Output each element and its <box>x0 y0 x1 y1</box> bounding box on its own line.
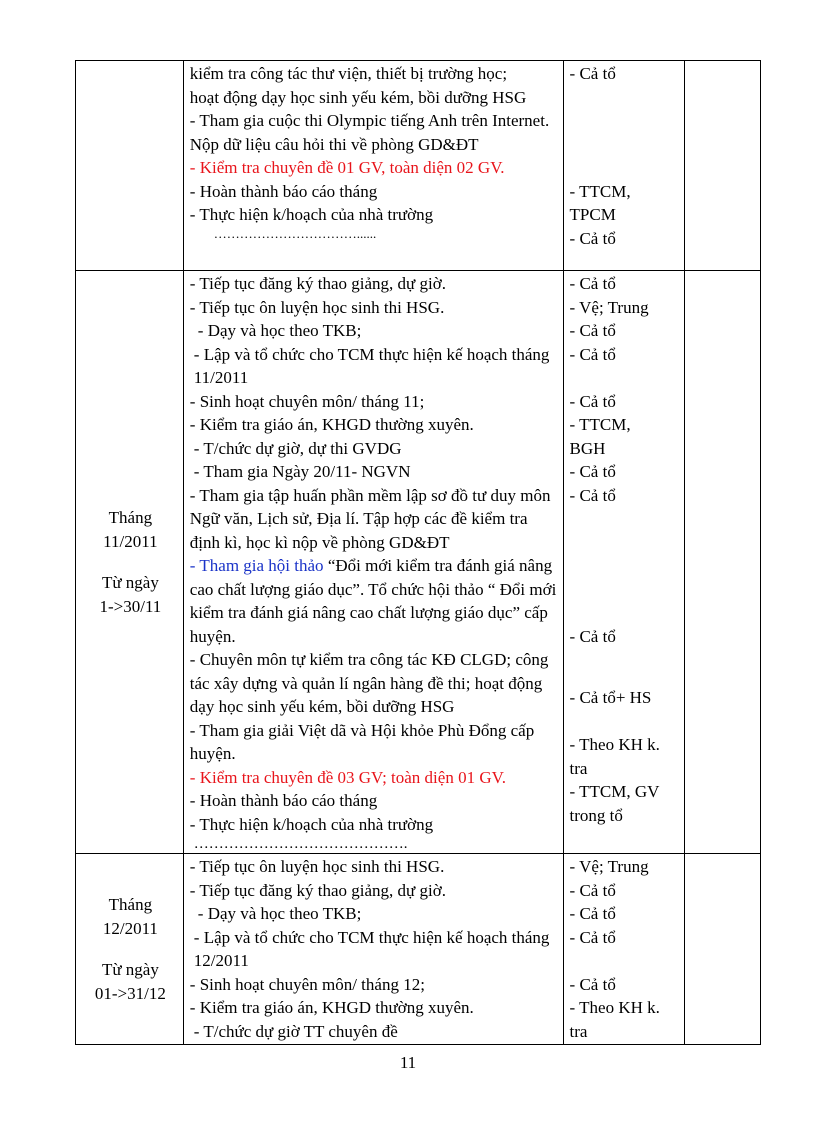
responsible-line: - Cả tổ <box>569 626 616 646</box>
task-line: - T/chức dự giờ, dự thi GVDG <box>193 438 402 458</box>
date-range: 01->31/12 <box>94 983 166 1003</box>
date-range: 1->30/11 <box>99 596 162 616</box>
task-line: - Lập và tổ chức cho TCM thực hiện kế hoạch tháng 11/2011 <box>193 344 550 387</box>
responsible-line: - Cả tổ <box>569 274 616 293</box>
range-heading: Từ ngày <box>101 960 159 979</box>
task-line-seminar <box>190 554 559 648</box>
month-cell <box>76 61 184 271</box>
table-row <box>76 271 761 854</box>
task-line: - Thực hiện k/hoạch của nhà trường <box>189 205 434 224</box>
task-line: - Tiếp tục ôn luyện học sinh thi HSG. <box>189 857 445 876</box>
responsible-line: - Theo KH k. <box>569 735 660 754</box>
seminar-text: “Đổi mới kiểm tra đánh giá nâng cao chất lượng giáo dục”. Tổ chức hội thảo “ Đổi mới kiểm tra đánh giá nâng cao chất lượng giáo dục” cấp huyện. <box>189 556 557 646</box>
task-line: - Chuyên môn tự kiểm tra công tác KĐ CLGD; công tác xây dựng và quản lí ngân hàng đề thi; hoạt động dạy học sinh yếu kém, bồi dưỡng HSG <box>189 650 549 716</box>
tasks-cell <box>183 854 563 1045</box>
responsible-line: TPCM <box>569 205 616 224</box>
task-line: - Tham gia Ngày 20/11- NGVN <box>193 462 411 481</box>
responsible-cell <box>563 61 685 271</box>
task-line: - Thực hiện k/hoạch của nhà trường <box>189 814 434 834</box>
range-heading: Từ ngày <box>101 573 159 592</box>
task-dots: ……………………………………. <box>193 836 408 852</box>
responsible-line: - Cả tổ <box>569 391 616 411</box>
task-line: - Kiểm tra giáo án, KHGD thường xuyên. <box>189 998 474 1017</box>
task-line: - Dạy và học theo TKB; <box>197 321 362 340</box>
task-line: - Lập và tổ chức cho TCM thực hiện kế hoạch tháng 12/2011 <box>193 927 550 970</box>
responsible-line: - Vệ; Trung <box>569 857 649 876</box>
responsible-line: - Cả tổ+ HS <box>569 687 652 707</box>
table-row <box>76 854 761 1045</box>
task-line: - Tham gia cuộc thi Olympic tiếng Anh trên Internet. Nộp dữ liệu câu hỏi thi về phòng GD&ĐT <box>189 111 550 154</box>
task-line: - Tiếp tục đăng ký thao giảng, dự giờ. <box>189 880 446 900</box>
responsible-line: - Cả tổ <box>569 64 616 83</box>
task-line: - Tiếp tục đăng ký thao giảng, dự giờ. <box>189 274 446 293</box>
tasks-cell <box>183 61 563 271</box>
responsible-line: - TTCM, <box>569 415 631 434</box>
responsible-cell <box>563 854 685 1045</box>
notes-cell <box>685 854 761 1045</box>
responsible-line: - Cả tổ <box>569 321 616 340</box>
task-line-highlight: - Kiểm tra chuyên đề 03 GV; toàn diện 01 GV. <box>189 767 506 787</box>
task-line: - Tham gia giải Việt dã và Hội khỏe Phù Đổng cấp huyện. <box>189 720 535 763</box>
page-number: 11 <box>399 1053 417 1072</box>
responsible-line: - Cả tổ <box>569 974 616 994</box>
responsible-line: - TTCM, <box>569 181 631 201</box>
month-label: Tháng 11/2011 <box>103 508 158 551</box>
task-line: kiểm tra công tác thư viện, thiết bị trường học; <box>189 64 508 83</box>
tasks-cell <box>183 271 563 854</box>
task-line: - Sinh hoạt chuyên môn/ tháng 11; <box>189 391 425 411</box>
task-line: - Hoàn thành báo cáo tháng <box>189 791 378 810</box>
responsible-line: - TTCM, GV <box>569 782 660 801</box>
task-line: - Kiểm tra giáo án, KHGD thường xuyên. <box>189 415 474 434</box>
responsible-line: trong tổ <box>569 805 623 825</box>
responsible-line: - Cả tổ <box>569 462 616 481</box>
responsible-line: - Cả tổ <box>569 485 616 505</box>
responsible-line: - Vệ; Trung <box>569 297 649 317</box>
responsible-line: - Theo KH k. <box>569 998 660 1017</box>
table-row <box>76 61 761 271</box>
task-line: hoạt động dạy học sinh yếu kém, bồi dưỡng HSG <box>189 87 527 107</box>
task-line: - Tham gia tập huấn phần mềm lập sơ đồ tư duy môn Ngữ văn, Lịch sử, Địa lí. Tập hợp các đề kiểm tra định kì, học kì nộp về phòng GD&ĐT <box>189 485 551 552</box>
responsible-line: tra <box>569 1021 588 1041</box>
responsible-line: BGH <box>569 438 606 458</box>
task-line: - Dạy và học theo TKB; <box>197 904 362 923</box>
task-line: - Hoàn thành báo cáo tháng <box>189 181 378 201</box>
seminar-label: - Tham gia hội thảo <box>189 556 324 575</box>
task-line: - Tiếp tục ôn luyện học sinh thi HSG. <box>189 297 445 317</box>
work-plan-table <box>75 60 761 1045</box>
task-dots: ……………………………...... <box>213 225 377 241</box>
task-line-highlight: - Kiểm tra chuyên đề 01 GV, toàn diện 02 GV. <box>189 158 505 177</box>
task-line: - Sinh hoạt chuyên môn/ tháng 12; <box>189 974 425 994</box>
month-label: Tháng 12/2011 <box>102 895 158 938</box>
responsible-line: - Cả tổ <box>569 904 616 923</box>
task-line: - T/chức dự giờ TT chuyên đề <box>193 1021 398 1041</box>
responsible-line: tra <box>569 758 588 778</box>
month-cell <box>76 854 184 1045</box>
notes-cell <box>685 271 761 854</box>
responsible-cell <box>563 271 685 854</box>
responsible-line: - Cả tổ <box>569 927 616 947</box>
notes-cell <box>685 61 761 271</box>
responsible-line: - Cả tổ <box>569 344 616 364</box>
month-cell <box>76 271 184 854</box>
responsible-line: - Cả tổ <box>569 228 616 248</box>
responsible-line: - Cả tổ <box>569 880 616 900</box>
